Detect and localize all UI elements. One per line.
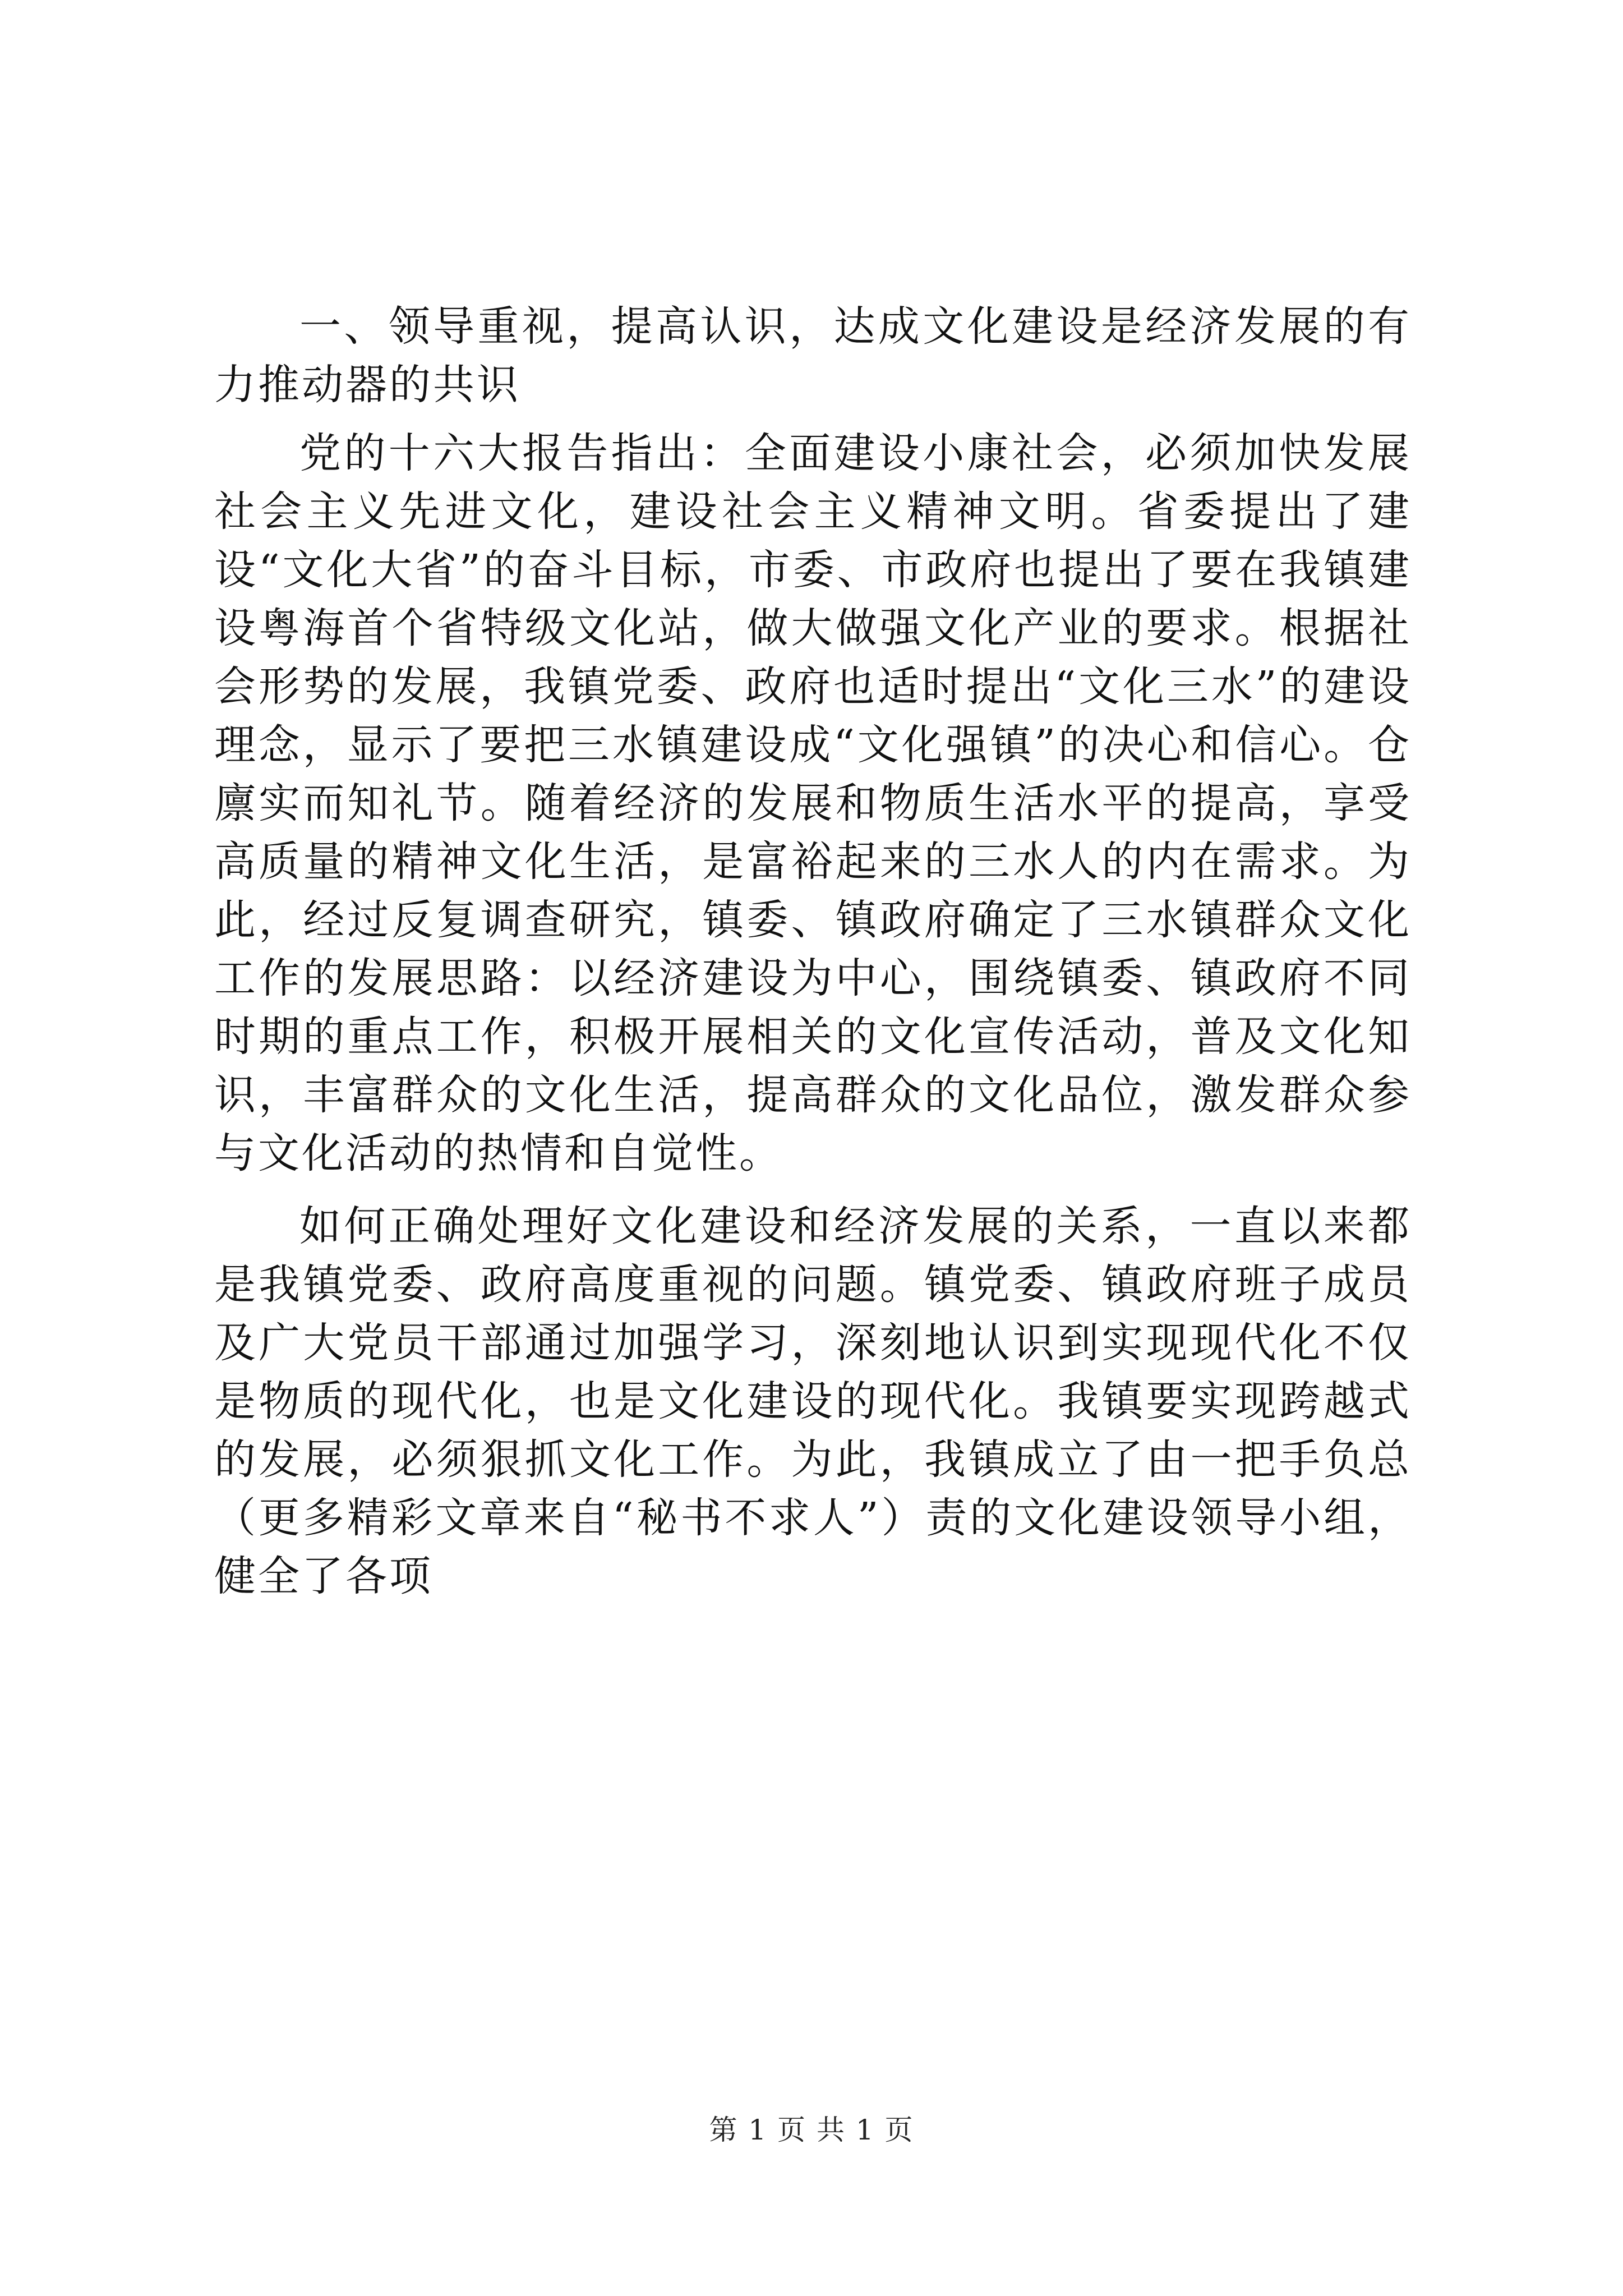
document-body [214, 297, 1412, 1612]
page-number-footer: 第 1 页 共 1 页 [709, 2114, 914, 2146]
paragraph-1: 党的十六大报告指出：全面建设小康社会，必须加快发展社会主义先进文化，建设社会主义精神文明。省委提出了建设“文化大省”的奋斗目标，市委、市政府也提出了要在我镇建设粤海首个省特级文化站，做大做强文化产业的要求。根据社会形势的发展，我镇党委、政府也适时提出“文化三水”的建设理念，显示了要把三水镇建设成“文化强镇”的决心和信心。仓廪实而知礼节。随着经济的发展和物质生活水平的提高，享受高质量的精神文化生活，是富裕起来的三水人的内在需求。为此，经过反复调查研究，镇委、镇政府确定了三水镇群众文化工作的发展思路：以经济建设为中心，围绕镇委、镇政府不同时期的重点工作，积极开展相关的文化宣传活动，普及文化知识，丰富群众的文化生活，提高群众的文化品位，激发群众参与文化活动的热情和自觉性。 [214, 429, 1412, 1177]
paragraph-2: 如何正确处理好文化建设和经济发展的关系，一直以来都是我镇党委、政府高度重视的问题。镇党委、镇政府班子成员及广大党员干部通过加强学习，深刻地认识到实现现代化不仅是物质的现代化，也是文化建设的现代化。我镇要实现跨越式的发展，必须狠抓文化工作。为此，我镇成立了由一把手负总（更多精彩文章来自“秘书不求人”）责的文化建设领导小组，健全了各项 [214, 1202, 1412, 1600]
section-heading: 一、领导重视，提高认识，达成文化建设是经济发展的有力推动器的共识 [214, 302, 1412, 409]
